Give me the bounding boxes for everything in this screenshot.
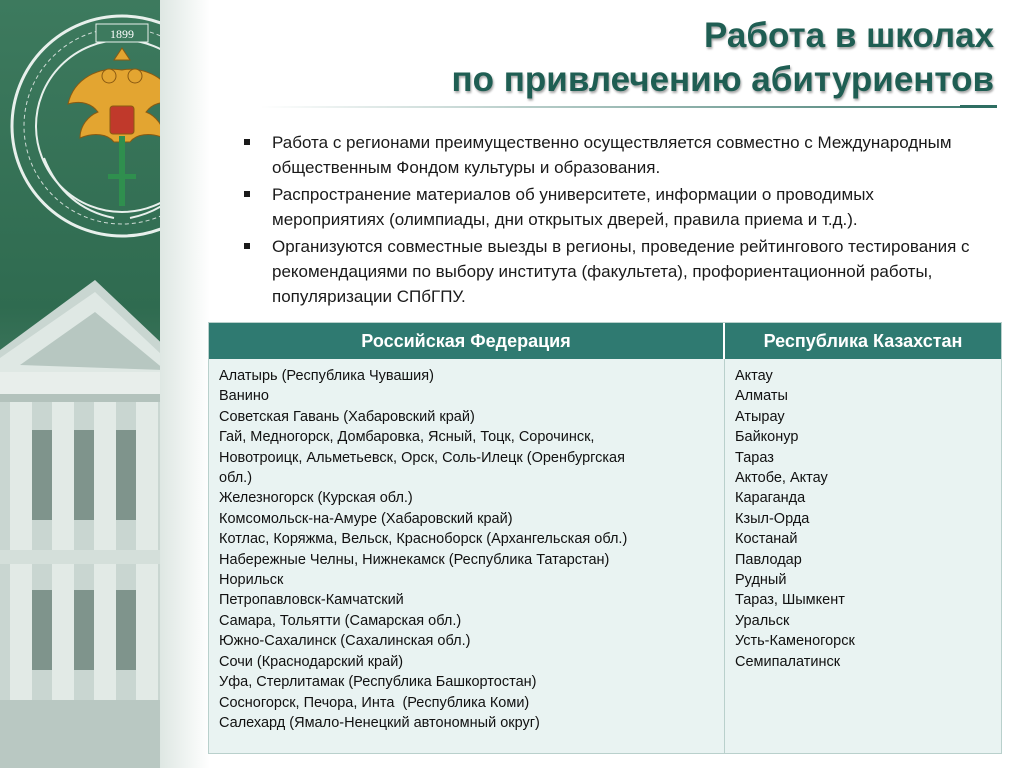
regions-table <box>208 322 1002 754</box>
city-line: Железногорск (Курская обл.) <box>219 490 413 507</box>
title-rule <box>960 103 1000 111</box>
header-russia: Российская Федерация <box>209 323 725 359</box>
city-line: Семипалатинск <box>735 653 841 670</box>
bullet-square-icon <box>244 139 250 145</box>
city-line: Гай, Медногорск, Домбаровка, Ясный, Тоцк, Сорочинск, <box>219 429 595 446</box>
title-line-2: по привлечению абитуриентов <box>451 60 994 99</box>
left-decorative-band <box>0 0 160 768</box>
title-line-1: Работа в школах <box>704 16 994 55</box>
bullet-square-icon <box>244 243 250 249</box>
city-line: Советская Гавань (Хабаровский край) <box>219 408 475 425</box>
bullet-text: Работа с регионами преимущественно осуществляется совместно с Международным общественным Фондом культуры и образования. <box>272 133 952 177</box>
university-emblem <box>4 8 160 238</box>
table-header-row <box>209 323 1001 359</box>
header-kazakhstan: Республика Казахстан <box>763 331 963 351</box>
emblem-year: 1899 <box>110 27 134 41</box>
table-body <box>209 359 1001 753</box>
city-line: Караганда <box>735 490 806 507</box>
city-line: Атырау <box>735 408 785 425</box>
bullet-square-icon <box>244 191 250 197</box>
city-line: Салехард (Ямало-Ненецкий автономный округ) <box>219 714 540 731</box>
city-line: Норильск <box>219 572 284 589</box>
city-line: Южно-Сахалинск (Сахалинская обл.) <box>219 633 471 650</box>
city-line: Рудный <box>735 572 787 589</box>
city-line: Костанай <box>735 531 798 548</box>
city-line: Котлас, Коряжма, Вельск, Красноборск (Архангельская обл.) <box>219 531 628 548</box>
city-line: Набережные Челны, Нижнекамск (Республика Татарстан) <box>219 551 610 568</box>
band-fade <box>160 0 210 768</box>
city-line: Актау <box>735 368 773 384</box>
city-line: Павлодар <box>735 551 802 568</box>
city-line: Тараз <box>735 449 774 466</box>
slide-title <box>452 14 994 102</box>
city-line: Усть-Каменогорск <box>735 633 855 650</box>
city-line: Актобе, Актау <box>735 470 828 487</box>
city-line: Сочи (Краснодарский край) <box>219 653 404 670</box>
city-line: Кзыл-Орда <box>735 510 810 527</box>
city-line: Сосногорск, Печора, Инта (Республика Коми) <box>219 694 530 711</box>
city-line: Алматы <box>735 388 788 405</box>
bullet-item <box>244 182 984 232</box>
kazakhstan-cities-cell <box>725 359 1001 753</box>
bullet-text: Организуются совместные выезды в регионы, проведение рейтингового тестирования с рекомендациями по выбору института (факультета), профориентационной работы, популяризации СПбГПУ. <box>272 237 970 306</box>
city-line: Комсомольск-на-Амуре (Хабаровский край) <box>219 510 513 527</box>
bullet-item <box>244 234 984 309</box>
city-line: Алатырь (Республика Чувашия) <box>219 368 434 384</box>
city-line: Самара, Тольятти (Самарская обл.) <box>219 612 462 629</box>
bullet-item <box>244 130 984 180</box>
city-line: Тараз, Шымкент <box>735 592 845 609</box>
city-line: обл.) <box>219 470 253 487</box>
city-line: Петропавловск-Камчатский <box>219 592 404 609</box>
city-line: Новотроицк, Альметьевск, Орск, Соль-Илецк (Оренбургская <box>219 449 625 466</box>
city-line: Ванино <box>219 388 269 405</box>
bullet-text: Распространение материалов об университете, информации о проводимых мероприятиях (олимпиады, дни открытых дверей, правила приема и т.д.). <box>272 185 874 229</box>
bullet-list <box>244 130 984 311</box>
building-illustration <box>0 280 160 768</box>
city-line: Уральск <box>735 612 790 629</box>
city-line: Байконур <box>735 429 799 446</box>
russia-cities-cell <box>209 359 725 753</box>
city-line: Уфа, Стерлитамак (Республика Башкортостан) <box>219 674 537 691</box>
title-underline <box>260 106 960 108</box>
